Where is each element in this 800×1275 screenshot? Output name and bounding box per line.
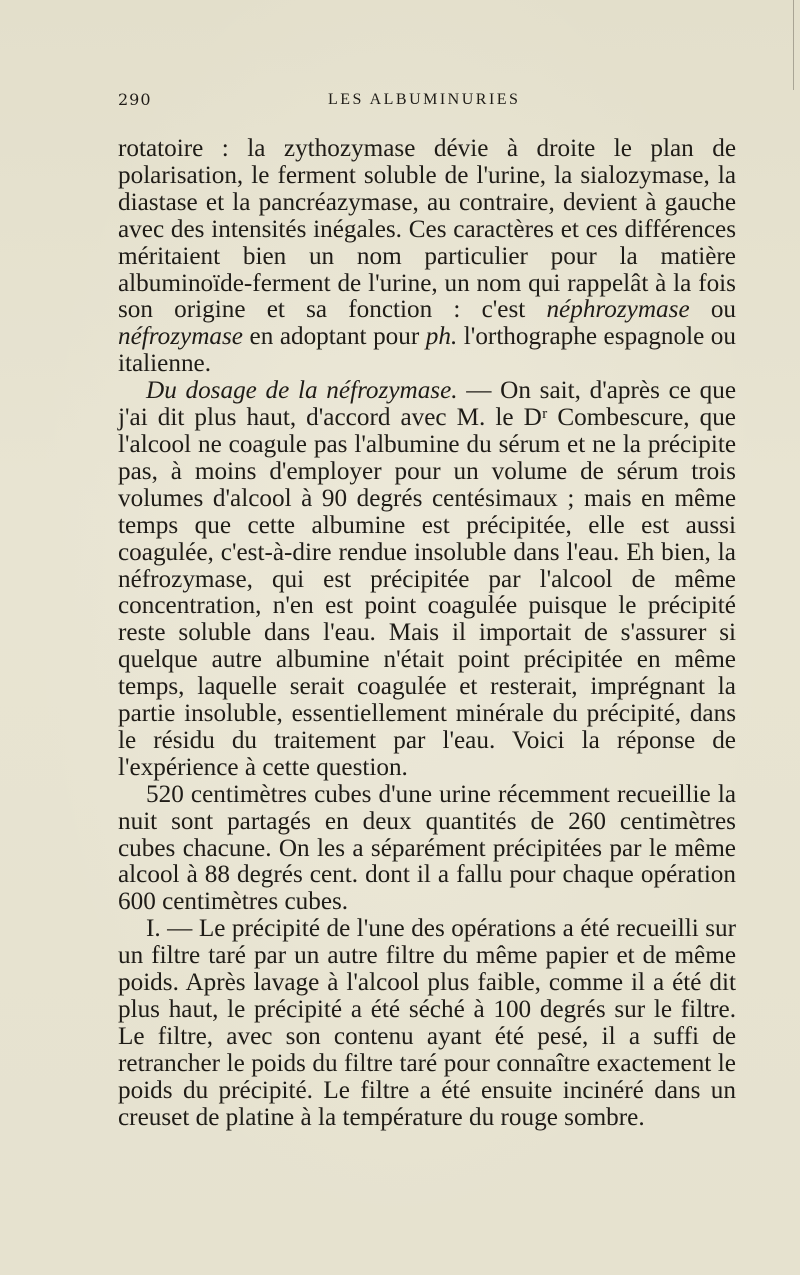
paragraph-2: Du dosage de la néfrozymase. — On sait, d'après ce que j'ai dit plus haut, d'accord avec M. le Dʳ Combescure, que l'alcool ne coagule pas l'albumine du sérum et ne la précipite pas, à moins d'employer pour un volume de sérum trois volumes d'alcool à 90 degrés centésimaux ; mais en même temps que cette albumine est précipitée, elle est aussi coagulée, c'est-à-dire rendue insoluble dans l'eau. Eh bien, la néfrozymase, qui est précipitée par l'alcool de même concentration, n'en est point coagulée puisque le précipité reste soluble dans l'eau. Mais il importait de s'assurer si quelque autre albumine n'était point précipitée en même temps, laquelle serait coagulée et resterait, imprégnant la partie insoluble, essentiellement minérale du précipité, dans le résidu du traitement par l'eau. Voici la réponse de l'expérience à cette question. bbox=[118, 377, 737, 781]
body-text bbox=[118, 136, 736, 1132]
paragraph-3: 520 centimètres cubes d'une urine récemment recueillie la nuit sont partagés en deux quantités de 260 centimètres cubes chacune. On les a séparément précipitées par le même alcool à 88 degrés cent. dont il a fallu pour chaque opération 600 centimètres cubes. bbox=[118, 780, 736, 916]
page-edge-shadow bbox=[793, 0, 800, 90]
paragraph-4: I. — Le précipité de l'une des opérations a été recueilli sur un filtre taré par un autre filtre du même papier et de même poids. Après lavage à l'alcool plus faible, comme il a été dit plus haut, le précipité a été séché à 100 degrés sur le filtre. Le filtre, avec son contenu ayant été pesé, il a suffi de retrancher le poids du filtre taré pour connaître exactement le poids du précipité. Le filtre a été ensuite incinéré dans un creuset de platine à la température du rouge sombre. bbox=[118, 915, 736, 1131]
paragraph-1: rotatoire : la zythozymase dévie à droite le plan de polarisation, le ferment soluble de l'urine, la sialozymase, la diastase et la pancréazymase, au contraire, devient à gauche avec des intensités inégales. Ces caractères et ces différences méritaient bien un nom particulier pour la matière albuminoïde-ferment de l'urine, un nom qui rappelât à la fois son origine et sa fonction : c'est néphrozymase ou néfrozymase en adoptant pour ph. l'orthographe espagnole ou italienne. bbox=[118, 135, 737, 378]
running-head: LES ALBUMINURIES bbox=[328, 91, 521, 108]
section-heading: Du dosage de la néfrozymase. bbox=[146, 377, 458, 405]
page-number: 290 bbox=[118, 90, 152, 109]
page-header bbox=[118, 90, 736, 114]
